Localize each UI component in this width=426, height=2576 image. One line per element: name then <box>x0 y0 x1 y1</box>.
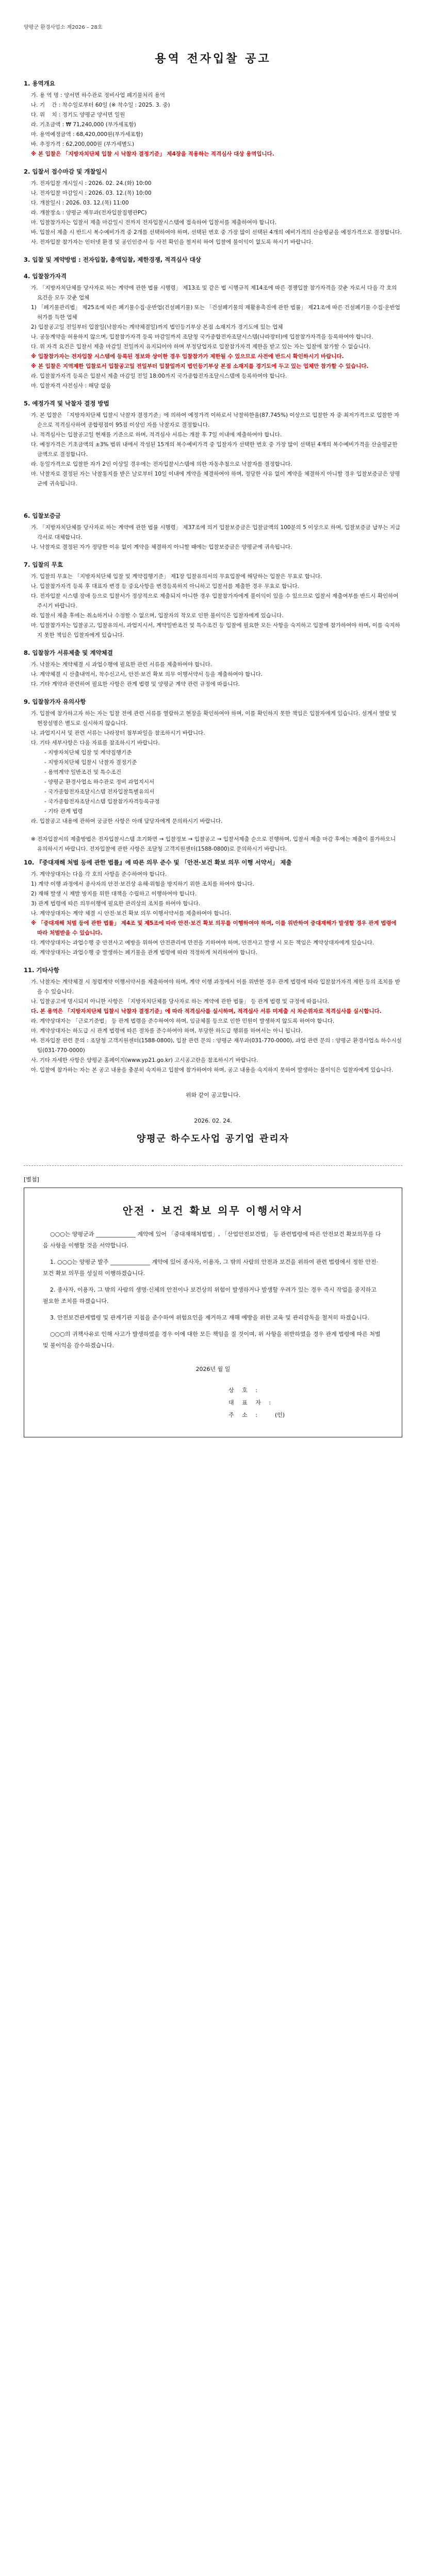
form-item: 1. ○○○는 양평군 발주 ______________ 계약에 있어 종사자, 이용자, 그 밖의 사람의 안전과 보건을 위하여 관련 법령에서 정한 안전·보건 확보 의무를 성실히 이행하겠습니다. <box>43 1259 379 1277</box>
section-5 <box>24 399 402 489</box>
issuer-signature: 양평군 하수도사업 공기업 관리자 <box>136 1133 290 1144</box>
text-para: 마. 입찰자격 사전심사 : 해당 없음 <box>31 383 111 389</box>
text-para: 1) 계약 이행 과정에서 종사자의 안전·보건상 유해·위험을 방지하기 위한 조치를 하여야 합니다. <box>31 881 254 887</box>
section-title: 3. 입찰 및 계약방법 : 전자입찰, 총액입찰, 제한경쟁, 적격심사 대상 <box>24 256 201 263</box>
text-para: 라. 동일가격으로 입찰한 자가 2인 이상일 경우에는 전자입찰시스템에 의한 자동추첨으로 낙찰자를 결정합니다. <box>31 461 292 467</box>
text-para: 사. 전자입찰 참가자는 인터넷 환경 및 공인인증서 등 사전 확인을 철저히 하여 입찰에 불이익이 없도록 하시기 바랍니다. <box>31 239 313 245</box>
section-title: 9. 입찰참가자 유의사항 <box>24 698 86 705</box>
text-para: 가. 「지방자치단체를 당사자로 하는 계약에 관한 법률 시행령」 제13조 및 같은 법 시행규칙 제14조에 따른 경쟁입찰 참가자격을 갖춘 자로서 다음 각 호의 요건을 모두 갖춘 업체 <box>31 285 397 301</box>
sign-value <box>275 1397 383 1409</box>
text-para: 나. 낙찰자로 결정된 자가 정당한 이유 없이 계약을 체결하지 아니할 때에는 입찰보증금은 양평군에 귀속됩니다. <box>31 544 292 550</box>
text-para: 나. 입찰공고에 명시되지 아니한 사항은 「지방자치단체를 당사자로 하는 계약에 관한 법률」 등 관계 법령 및 규정에 따릅니다. <box>31 998 330 1005</box>
sign-label: 주 소 : <box>228 1412 260 1418</box>
reference-item: - 기타 관계 법령 <box>44 808 83 815</box>
section-6 <box>24 512 402 552</box>
sign-label: 상 호 : <box>228 1387 260 1394</box>
attachment-label: [별첨] <box>24 1176 39 1183</box>
reference-item: - 용역계약 일반조건 및 특수조건 <box>44 769 121 775</box>
notice-date: 2026. 02. 24. <box>194 1117 232 1124</box>
text-para: 마. 입찰참가자는 입찰서 제출 마감일시 전까지 전자입찰시스템에 접속하여 입찰서를 제출하여야 합니다. <box>31 219 277 226</box>
section-10 <box>24 835 402 958</box>
text-para: 나. 계약상대자는 계약 체결 시 안전·보건 확보 의무 이행서약서를 제출하여야 합니다. <box>31 910 232 917</box>
e-bid-note: ※ 전자입찰서의 제출방법은 전자입찰시스템 초기화면 → 입찰정보 → 입찰공고 → 입찰서제출 순으로 진행하며, 입찰서 제출 마감 후에는 제출이 불가하오니 유의하시기 바랍니다. 전자입찰에 관한 사항은 조달청 고객지원센터(1588-0800)로 문의하시기 바랍니다. <box>31 836 396 852</box>
text-line: 가. 용 역 명 : 양서면 하수관로 정비사업 폐기물처리 용역 <box>31 92 166 98</box>
text-para: 라. 입찰공고 내용에 관하여 궁금한 사항은 아래 담당자에게 문의하시기 바랍니다. <box>31 818 223 824</box>
page-divider <box>24 1165 402 1166</box>
section-2 <box>24 167 402 247</box>
form-item: 3. 안전보건관계법령 및 관계기관 지침을 준수하여 위험요인을 제거하고 재해 예방을 위한 교육 및 관리감독을 철저히 하겠습니다. <box>50 1314 369 1321</box>
text-para: 라. 입찰참가자격 등록은 입찰서 제출 마감일 전일 18:00까지 국가종합전자조달시스템에 등록하여야 합니다. <box>31 373 287 379</box>
text-para: 라. 계약상대자는 과업수행 중 발생하는 폐기물을 관계 법령에 따라 적정하게 처리하여야 합니다. <box>31 950 257 956</box>
text-line: 다. 위 치 : 경기도 양평군 양서면 일원 <box>31 112 125 118</box>
section-8 <box>24 649 402 689</box>
text-line: 나. 기 간 : 착수일로부터 60일 (※ 착수일 : 2025. 3. 중) <box>31 102 170 108</box>
text-para: 가. 입찰에 참가하고자 하는 자는 입찰 전에 관련 서류를 열람하고 현장을 확인하여야 하며, 이를 확인하지 못한 책임은 입찰자에게 있습니다. 설계서 열람 및 현장설명은 별도로 실시하지 않습니다. <box>31 710 397 726</box>
highlight-note: ※ 본 입찰은 지역제한 입찰로서 입찰공고일 전일부터 입찰일까지 법인등기부상 본점 소재지를 경기도에 두고 있는 업체만 참가할 수 있습니다. <box>31 363 369 369</box>
reference-item: - 국가종합전자조달시스템 전자입찰특별유의서 <box>44 789 155 795</box>
section-title: 5. 예정가격 및 낙찰자 결정 방법 <box>24 400 109 407</box>
text-para: 아. 입찰에 참가하는 자는 본 공고 내용을 충분히 숙지하고 입찰에 참가하여야 하며, 공고 내용을 숙지하지 못하여 발생하는 불이익은 입찰자에게 있습니다. <box>31 1067 394 1073</box>
section-title: 1. 용역개요 <box>24 80 55 87</box>
text-para: 마. 계약상대자는 하도급 시 관계 법령에 따른 절차를 준수하여야 하며, 부당한 하도급 행위를 하여서는 아니 됩니다. <box>31 1028 303 1034</box>
text-para: 라. 계약상대자는 「근로기준법」 등 관계 법령을 준수하여야 하며, 임금체불 등으로 인한 민원이 발생하지 않도록 하여야 합니다. <box>31 1018 335 1024</box>
sign-value <box>275 1384 383 1397</box>
pledge-form <box>24 1188 402 1437</box>
closing-statement: 위와 같이 공고합니다. <box>185 1092 241 1098</box>
text-line: 가. 전자입찰 개시일시 : 2026. 02. 24.(화) 10:00 <box>31 180 152 187</box>
text-para: 나. 입찰참가자격 등록 후 대표자 변경 등 중요사항을 변경등록하지 아니하고 입찰서를 제출한 경우 무효로 합니다. <box>31 583 299 589</box>
sign-row-company <box>228 1384 383 1397</box>
text-para: 나. 계약체결 시 산출내역서, 착수신고서, 안전·보건 확보 의무 이행서약서 등을 제출하여야 합니다. <box>31 671 263 677</box>
sign-row-representative <box>228 1397 383 1409</box>
text-para: 가. 「지방자치단체를 당사자로 하는 계약에 관한 법률 시행령」 제37조에 의거 입찰보증금은 입찰금액의 100분의 5 이상으로 하며, 입찰보증금 납부는 지급각서로 대체합니다. <box>31 524 401 540</box>
text-para: 나. 과업지시서 및 관련 서류는 나라장터 첨부파일을 참조하시기 바랍니다. <box>31 730 205 736</box>
notice-number: 양평군 환경사업소 제2026 – 28호 <box>24 25 103 30</box>
highlight-note: ※ 「중대재해 처벌 등에 관한 법률」 제4조 및 제5조에 따라 안전·보건 확보 의무를 이행하여야 하며, 이를 위반하여 중대재해가 발생할 경우 관계 법령에 따라 처벌받을 수 있습니다. <box>31 920 397 936</box>
text-para: 마. 낙찰자로 결정된 자는 낙찰통지를 받은 날로부터 10일 이내에 계약을 체결하여야 하며, 정당한 사유 없이 계약을 체결하지 아니할 경우 입찰보증금은 양평군에 귀속됩니다. <box>31 471 400 487</box>
section-3 <box>24 256 402 264</box>
highlight-note: ※ 본 입찰은 「지방자치단체 입찰 시 낙찰자 결정기준」 제4장을 적용하는 적격심사 대상 용역입니다. <box>31 151 274 157</box>
sign-label: 대 표 자 : <box>228 1399 274 1406</box>
form-item: 2. 종사자, 이용자, 그 밖의 사람의 생명·신체의 안전이나 보건상의 위험이 발생하거나 발생할 우려가 있는 경우 즉시 작업을 중지하고 필요한 조치를 하겠습니다. <box>43 1286 376 1304</box>
text-line: 마. 용역예정금액 : 68,420,000원(부가세포함) <box>31 131 143 138</box>
text-para: 가. 낙찰자는 계약체결 시 과업수행에 필요한 관련 서류를 제출하여야 합니다. <box>31 662 212 668</box>
reference-item: - 지방자치단체 입찰 및 계약집행기준 <box>44 750 132 756</box>
text-line: 바. 추정가격 : 62,200,000원 (부가세별도) <box>31 141 135 147</box>
section-title: 7. 입찰의 무효 <box>24 561 63 568</box>
text-para: 다. 위 자격 요건은 입찰서 제출 마감일 전일까지 유지되어야 하며 부정당업자로 입찰참가자격 제한을 받고 있는 자는 입찰에 참가할 수 없습니다. <box>31 344 371 350</box>
text-para: 가. 본 입찰은 「지방자치단체 입찰시 낙찰자 결정기준」에 의하여 예정가격 이하로서 낙찰하한율(87.745%) 이상으로 입찰한 자 중 최저가격으로 입찰한 자 순으로 적격심사하여 종합평점이 95점 이상인 자를 낙찰자로 결정합니다. <box>31 412 400 428</box>
text-para: 바. 입찰서 제출 시 반드시 복수예비가격 중 2개를 선택하여야 하며, 선택된 번호 중 가장 많이 선택된 4개의 예비가격의 산술평균을 예정가격으로 결정합니다. <box>31 229 402 235</box>
text-line: 라. 개찰장소 : 양평군 재무과(전자입찰집행관PC) <box>31 210 147 216</box>
text-para: 다. 기타 세부사항은 다음 자료를 참조하시기 바랍니다. <box>31 740 160 746</box>
text-para: 나. 적격심사는 입찰공고일 현재를 기준으로 하며, 적격심사 서류는 개찰 후 7일 이내에 제출하여야 합니다. <box>31 432 282 438</box>
text-para: 2) 입찰공고일 전일부터 입찰일(낙찰자는 계약체결일)까지 법인등기부상 본점 소재지가 경기도에 있는 업체 <box>31 324 283 330</box>
section-11 <box>24 966 402 1075</box>
form-item: ○○○의 귀책사유로 인해 사고가 발생하였을 경우 이에 대한 모든 책임을 질 것이며, 위 사항을 위반하였을 경우 관계 법령에 따른 처벌 및 불이익을 감수하겠습니다. <box>43 1331 381 1349</box>
text-line: 나. 전자입찰 마감일시 : 2026. 03. 12.(목) 10:00 <box>31 190 152 196</box>
text-para: 마. 입찰참가자는 입찰공고, 입찰유의서, 과업지시서, 계약일반조건 및 특수조건 등 입찰에 필요한 모든 사항을 숙지하고 입찰에 참가하여야 하며, 이를 숙지하지 못한 책임은 입찰자에게 있습니다. <box>31 622 400 638</box>
reference-item: - 지방자치단체 입찰시 낙찰자 결정기준 <box>44 759 137 766</box>
text-para: 다. 예정가격은 기초금액의 ±3% 범위 내에서 작성된 15개의 복수예비가격 중 입찰자가 선택한 번호 중 가장 많이 선택된 4개의 복수예비가격을 산술평균한 금액으로 결정합니다. <box>31 442 398 457</box>
page-title: 용역 전자입찰 공고 <box>155 53 271 65</box>
form-date: 2026년 월 일 <box>195 1366 231 1372</box>
section-title: 10. 『중대재해 처벌 등에 관한 법률』에 따른 의무 준수 및 「안전·보건 확보 의무 이행 서약서」 제출 <box>24 859 292 866</box>
section-7 <box>24 561 402 640</box>
text-para: 2) 재해 발생 시 재발 방지를 위한 대책을 수립하고 이행하여야 합니다. <box>31 891 197 897</box>
text-para: 다. 전자입찰 시스템 장애 등으로 입찰서가 정상적으로 제출되지 아니한 경우 입찰참가자에게 불이익이 있을 수 있으므로 입찰서 제출여부를 반드시 확인하여 주시기 바랍니다. <box>31 593 399 609</box>
text-para: 바. 전자입찰 관련 문의 : 조달청 고객지원센터(1588-0800), 입찰 관련 문의 : 양평군 재무과(031-770-0000), 과업 관련 문의 : 양평군 환경사업소 하수시설팀(031-770-0000) <box>31 1038 402 1054</box>
form-title: 안전 · 보건 확보 의무 이행서약서 <box>122 1205 304 1217</box>
text-para: 나. 공동계약을 허용하지 않으며, 입찰참가자격 등록 마감일까지 조달청 국가종합전자조달시스템(나라장터)에 입찰참가자격을 등록하여야 합니다. <box>31 334 373 340</box>
sign-row-address <box>228 1409 383 1421</box>
text-para: 1) 「폐기물관리법」 제25조에 따른 폐기물수집·운반업(건설폐기물) 또는 「건설폐기물의 재활용촉진에 관한 법률」 제21조에 따른 건설폐기물 수집·운반업 허가를 득한 업체 <box>31 304 400 320</box>
section-title: 8. 입찰참가 서류제출 및 계약체결 <box>24 649 113 656</box>
reference-item: - 국가종합전자조달시스템 입찰참가자격등록규정 <box>44 799 160 805</box>
section-title: 4. 입찰참가자격 <box>24 273 67 280</box>
form-intro: ○○○는 양평군과 ______________ 계약에 있어 「중대재해처벌법」, 「산업안전보건법」 등 관련법령에 따른 안전보건 확보의무를 다음 사항을 이행할 것을 서약합니다. <box>43 1231 381 1249</box>
section-4 <box>24 272 402 391</box>
sign-value: (인) <box>275 1412 285 1418</box>
text-para: 가. 낙찰자는 계약체결 시 청렴계약 이행서약서를 제출하여야 하며, 계약 이행 과정에서 이를 위반한 경우 관계 법령에 따라 입찰참가자격 제한 등의 조치를 받을 수 있습니다. <box>31 979 400 995</box>
section-title: 2. 입찰서 접수마감 및 개찰일시 <box>24 168 107 175</box>
text-para: 가. 입찰의 무효는 「지방자치단체 입찰 및 계약집행기준」 제1장 입찰유의서의 무효입찰에 해당하는 입찰은 무효로 합니다. <box>31 573 322 580</box>
text-line: 다. 개찰일시 : 2026. 03. 12.(목) 11:00 <box>31 200 129 206</box>
text-para: 라. 입찰서 제출 후에는 취소하거나 수정할 수 없으며, 입찰자의 착오로 인한 불이익은 입찰자에게 있습니다. <box>31 613 284 619</box>
highlight-note: 다. 본 용역은 「지방자치단체 입찰시 낙찰자 결정기준」에 따라 적격심사를 실시하며, 적격심사 서류 미제출 시 차순위자로 적격심사를 실시합니다. <box>31 1008 382 1014</box>
text-para: 사. 기타 자세한 사항은 양평군 홈페이지(www.yp21.go.kr) 고시공고란을 참조하시기 바랍니다. <box>31 1057 258 1063</box>
text-line: 라. 기초금액 : ₩ 71,240,000 (부가세포함) <box>31 122 136 128</box>
section-9 <box>24 698 402 826</box>
section-1 <box>24 79 402 159</box>
section-title: 11. 기타사항 <box>24 967 59 974</box>
highlight-note: ※ 입찰참가자는 전자입찰 시스템에 등록된 정보와 상이한 경우 입찰참가가 제한될 수 있으므로 사전에 반드시 확인하시기 바랍니다. <box>31 353 344 360</box>
text-para: 가. 계약상대자는 다음 각 호의 사항을 준수하여야 합니다. <box>31 871 167 877</box>
text-para: 다. 계약상대자는 과업수행 중 안전사고 예방을 위하여 안전관리에 만전을 기하여야 하며, 안전사고 발생 시 모든 책임은 계약상대자에게 있습니다. <box>31 940 374 946</box>
section-title: 6. 입찰보증금 <box>24 512 61 519</box>
text-para: 3) 관계 법령에 따른 의무이행에 필요한 관리상의 조치를 하여야 합니다. <box>31 901 201 907</box>
text-para: 다. 기타 계약과 관련하여 필요한 사항은 관계 법령 및 양평군 계약 관련 규정에 따릅니다. <box>31 681 240 687</box>
reference-item: - 양평군 환경사업소 하수관로 정비 과업지시서 <box>44 779 155 785</box>
